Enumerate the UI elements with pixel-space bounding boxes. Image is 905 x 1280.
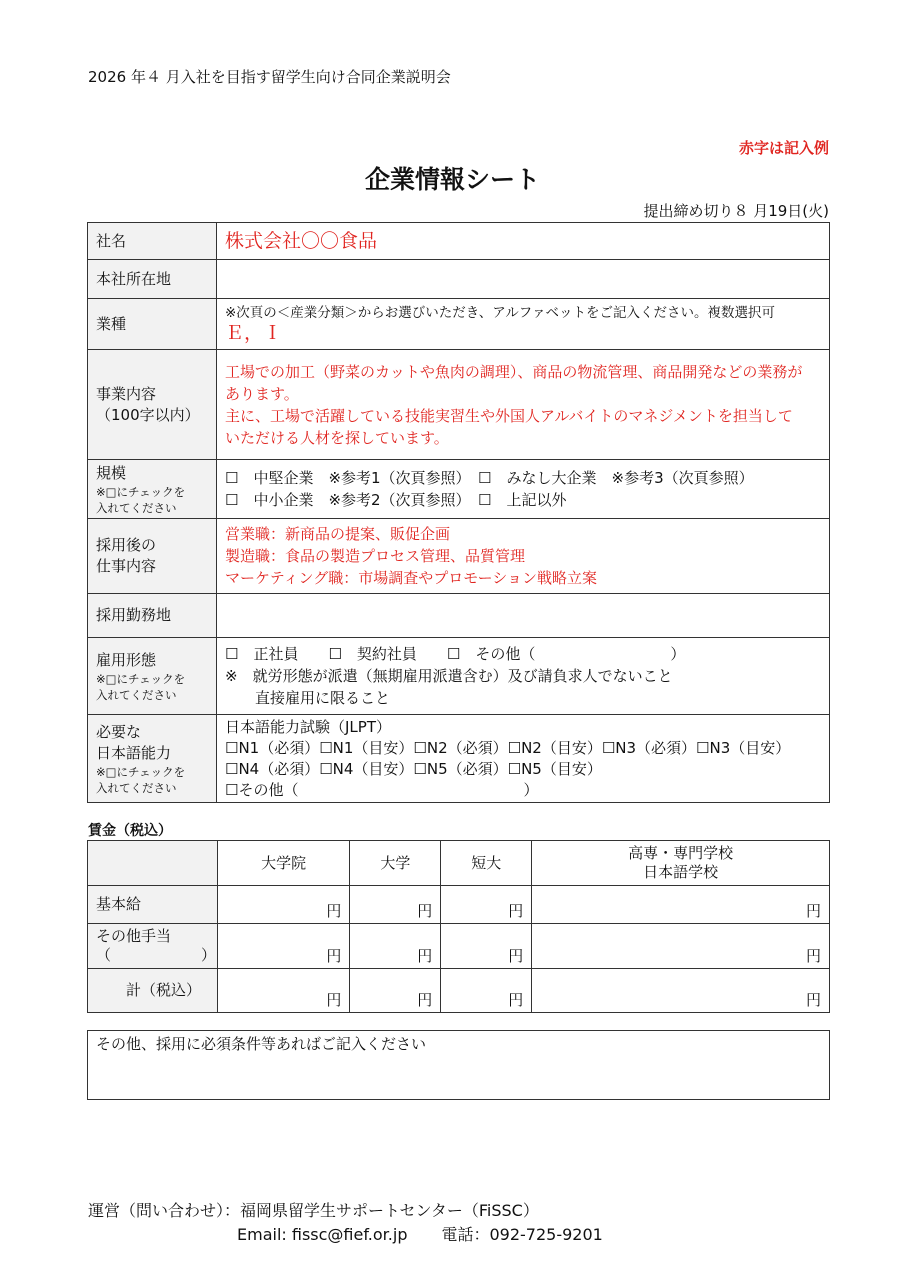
job-line: 製造職：食品の製造プロセス管理、品質管理 xyxy=(225,547,526,565)
wage-cell[interactable]: 円 xyxy=(350,969,441,1013)
label-location: 採用勤務地 xyxy=(88,594,217,638)
row-scale xyxy=(88,460,830,519)
wage-row-label: その他手当 （ ） xyxy=(88,924,218,969)
scale-line: ☐ 中小企業 ※参考2（次頁参照） ☐ 上記以外 xyxy=(225,491,567,509)
deadline: 提出締め切り８ 月19日(火) xyxy=(643,202,829,220)
wage-col-header: 大学院 xyxy=(218,841,350,886)
wage-corner xyxy=(88,841,218,886)
wage-header-row xyxy=(88,841,830,886)
wage-col-header: 大学 xyxy=(350,841,441,886)
label-hq: 本社所在地 xyxy=(88,260,217,299)
row-japanese xyxy=(88,715,830,803)
location-field[interactable] xyxy=(217,594,830,638)
japanese-options[interactable] xyxy=(217,715,830,803)
jlpt-line: ☐N1（必須）☐N1（目安）☐N2（必須）☐N2（目安）☐N3（必須）☐N3（目安） xyxy=(225,738,791,757)
wage-cell[interactable]: 円 xyxy=(350,886,441,924)
jlpt-line: ☐その他（ ） xyxy=(225,780,539,799)
label-business: 事業内容 （100字以内） xyxy=(88,350,217,460)
employment-line: 直接雇用に限ること xyxy=(225,689,391,707)
wage-cell[interactable]: 円 xyxy=(532,886,830,924)
row-industry xyxy=(88,299,830,350)
scale-line: ☐ 中堅企業 ※参考1（次頁参照） ☐ みなし大企業 ※参考3（次頁参照） xyxy=(225,469,754,487)
wage-cell[interactable]: 円 xyxy=(441,924,532,969)
wage-row-total xyxy=(88,969,830,1013)
industry-field[interactable] xyxy=(217,299,830,350)
industry-value: Ｅ，Ｉ xyxy=(225,321,283,344)
row-business xyxy=(88,350,830,460)
other-conditions-field[interactable] xyxy=(87,1030,830,1100)
job-description-field[interactable] xyxy=(217,519,830,594)
wage-cell[interactable]: 円 xyxy=(532,924,830,969)
page-title: 企業情報シート xyxy=(364,165,540,194)
row-company xyxy=(88,223,830,260)
business-line: 主に、工場で活躍している技能実習生や外国人アルバイトのマネジメントを担当して xyxy=(225,406,793,425)
wage-col-header: 短大 xyxy=(441,841,532,886)
wage-row-label: 基本給 xyxy=(88,886,218,924)
wage-col-header: 高専・専門学校 日本語学校 xyxy=(532,841,830,886)
wage-row-allowance xyxy=(88,924,830,969)
wage-table xyxy=(87,840,830,1013)
label-company: 社名 xyxy=(88,223,217,260)
row-employment xyxy=(88,638,830,715)
wage-section-title: 賃金（税込） xyxy=(88,823,172,839)
other-conditions-label: その他、採用に必須条件等あればご記入ください xyxy=(96,1035,427,1053)
wage-cell[interactable]: 円 xyxy=(441,886,532,924)
business-line: あります。 xyxy=(225,384,299,403)
event-title: 2026 年４ 月入社を目指す留学生向け合同企業説明会 xyxy=(88,68,451,86)
footer-email-phone xyxy=(237,1222,603,1245)
label-employment: 雇用形態 ※□にチェックを 入れてください xyxy=(88,638,217,715)
wage-cell[interactable]: 円 xyxy=(441,969,532,1013)
label-japanese: 必要な 日本語能力 ※□にチェックを 入れてください xyxy=(88,715,217,803)
business-line: いただける人材を探しています。 xyxy=(225,428,449,447)
job-line: マーケティング職：市場調査やプロモーション戦略立案 xyxy=(225,569,598,587)
wage-cell[interactable]: 円 xyxy=(218,969,350,1013)
business-description-field[interactable] xyxy=(217,350,830,460)
wage-row-label: 計（税込） xyxy=(88,969,218,1013)
footer-contact: 運営（問い合わせ）：福岡県留学生サポートセンター（FiSSC） xyxy=(88,1201,539,1220)
company-name-field[interactable] xyxy=(217,223,830,260)
footer-phone: 電話：092-725-9201 xyxy=(441,1225,603,1244)
company-info-table xyxy=(87,222,830,803)
jlpt-heading: 日本語能力試験（JLPT） xyxy=(225,717,391,736)
wage-cell[interactable]: 円 xyxy=(218,886,350,924)
hq-field[interactable] xyxy=(217,260,830,299)
business-line: 工場での加工（野菜のカットや魚肉の調理）、商品の物流管理、商品開発などの業務が xyxy=(225,362,803,381)
job-line: 営業職：新商品の提案、販促企画 xyxy=(225,525,451,543)
company-name-value: 株式会社〇〇食品 xyxy=(225,229,378,252)
scale-options[interactable] xyxy=(217,460,830,519)
employment-options[interactable] xyxy=(217,638,830,715)
employment-line: ※ 就労形態が派遣（無期雇用派遣含む）及び請負求人でないこと xyxy=(225,667,673,685)
label-scale: 規模 ※□にチェックを 入れてください xyxy=(88,460,217,519)
wage-cell[interactable]: 円 xyxy=(350,924,441,969)
row-location xyxy=(88,594,830,638)
row-job xyxy=(88,519,830,594)
label-industry: 業種 xyxy=(88,299,217,350)
wage-row-base xyxy=(88,886,830,924)
footer-email: Email: fissc@fief.or.jp xyxy=(237,1225,408,1244)
label-job: 採用後の 仕事内容 xyxy=(88,519,217,594)
industry-note: ※次頁の＜産業分類＞からお選びいただき、アルファベットをご記入ください。複数選択可 xyxy=(225,304,775,321)
employment-line: ☐ 正社員 ☐ 契約社員 ☐ その他（ ） xyxy=(225,645,686,663)
row-hq xyxy=(88,260,830,299)
jlpt-line: ☐N4（必須）☐N4（目安）☐N5（必須）☐N5（目安） xyxy=(225,759,602,778)
red-example-note: 赤字は記入例 xyxy=(738,139,829,157)
wage-cell[interactable]: 円 xyxy=(218,924,350,969)
wage-cell[interactable]: 円 xyxy=(532,969,830,1013)
